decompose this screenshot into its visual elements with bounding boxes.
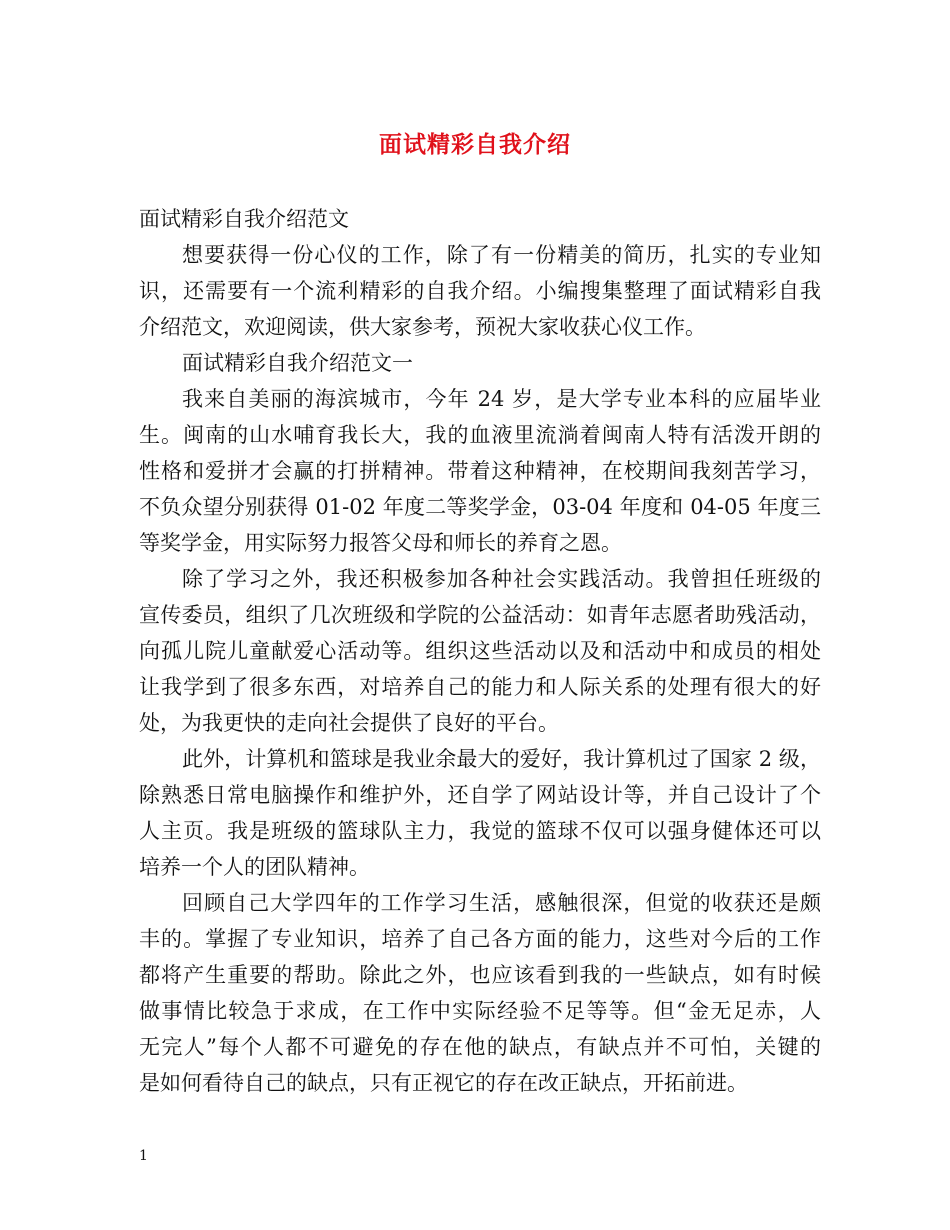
paragraph-background (139, 381, 821, 561)
paragraph-line: 我来自美丽的海滨城市，今年 24 岁，是大学专业本科的应届毕业 (182, 387, 821, 411)
paragraph-line: 丰的。掌握了专业知识，培养了自己各方面的能力，这些对今后的工作 (139, 927, 821, 951)
paragraph-line: 培养一个人的团队精神。 (139, 855, 370, 879)
paragraph-line: 等奖学金，用实际努力报答父母和师长的养育之恩。 (139, 531, 622, 555)
paragraph-reflection (139, 885, 821, 1101)
paragraph-line: 除熟悉日常电脑操作和维护外，还自学了网站设计等，并自己设计了个 (139, 783, 821, 807)
paragraph-line: 无完人”每个人都不可避免的存在他的缺点，有缺点并不可怕，关键的 (139, 1035, 821, 1059)
paragraph-line: 处，为我更快的走向社会提供了良好的平台。 (139, 711, 559, 735)
page-number: 1 (139, 1148, 148, 1164)
document-body (139, 201, 821, 1101)
section-heading (139, 345, 821, 381)
section-heading-text: 面试精彩自我介绍范文一 (182, 351, 413, 375)
paragraph-line: 让我学到了很多东西，对培养自己的能力和人际关系的处理有很大的好 (139, 675, 821, 699)
paragraph-hobbies (139, 741, 821, 885)
paragraph-activities (139, 561, 821, 741)
paragraph-line: 除了学习之外，我还积极参加各种社会实践活动。我曾担任班级的 (182, 567, 821, 591)
paragraph-line: 不负众望分别获得 01-02 年度二等奖学金，03-04 年度和 04-05 年度三 (139, 495, 821, 519)
paragraph-line: 做事情比较急于求成，在工作中实际经验不足等等。但“金无足赤，人 (139, 999, 821, 1023)
paragraph-line: 介绍范文，欢迎阅读，供大家参考，预祝大家收获心仪工作。 (139, 315, 706, 339)
document-subtitle: 面试精彩自我介绍范文 (139, 207, 349, 231)
document-title: 面试精彩自我介绍 (379, 131, 571, 158)
paragraph-line: 此外，计算机和篮球是我业余最大的爱好，我计算机过了国家 2 级， (182, 747, 821, 771)
paragraph-line: 人主页。我是班级的篮球队主力，我觉的篮球不仅可以强身健体还可以 (139, 819, 821, 843)
paragraph-line: 是如何看待自己的缺点，只有正视它的存在改正缺点，开拓前进。 (139, 1071, 748, 1095)
paragraph-line: 识，还需要有一个流利精彩的自我介绍。小编搜集整理了面试精彩自我 (139, 279, 821, 303)
paragraph-line: 回顾自己大学四年的工作学习生活，感触很深，但觉的收获还是颇 (182, 891, 821, 915)
paragraph-line: 向孤儿院儿童献爱心活动等。组织这些活动以及和活动中和成员的相处 (139, 639, 821, 663)
paragraph-line: 想要获得一份心仪的工作，除了有一份精美的简历，扎实的专业知 (182, 243, 821, 267)
paragraph-line: 生。闽南的山水哺育我长大，我的血液里流淌着闽南人特有活泼开朗的 (139, 423, 821, 447)
paragraph-line: 宣传委员，组织了几次班级和学院的公益活动：如青年志愿者助残活动， (139, 603, 821, 627)
paragraph-intro (139, 237, 821, 345)
paragraph-line: 性格和爱拼才会赢的打拼精神。带着这种精神，在校期间我刻苦学习， (139, 459, 821, 483)
paragraph-line: 都将产生重要的帮助。除此之外，也应该看到我的一些缺点，如有时候 (139, 963, 821, 987)
